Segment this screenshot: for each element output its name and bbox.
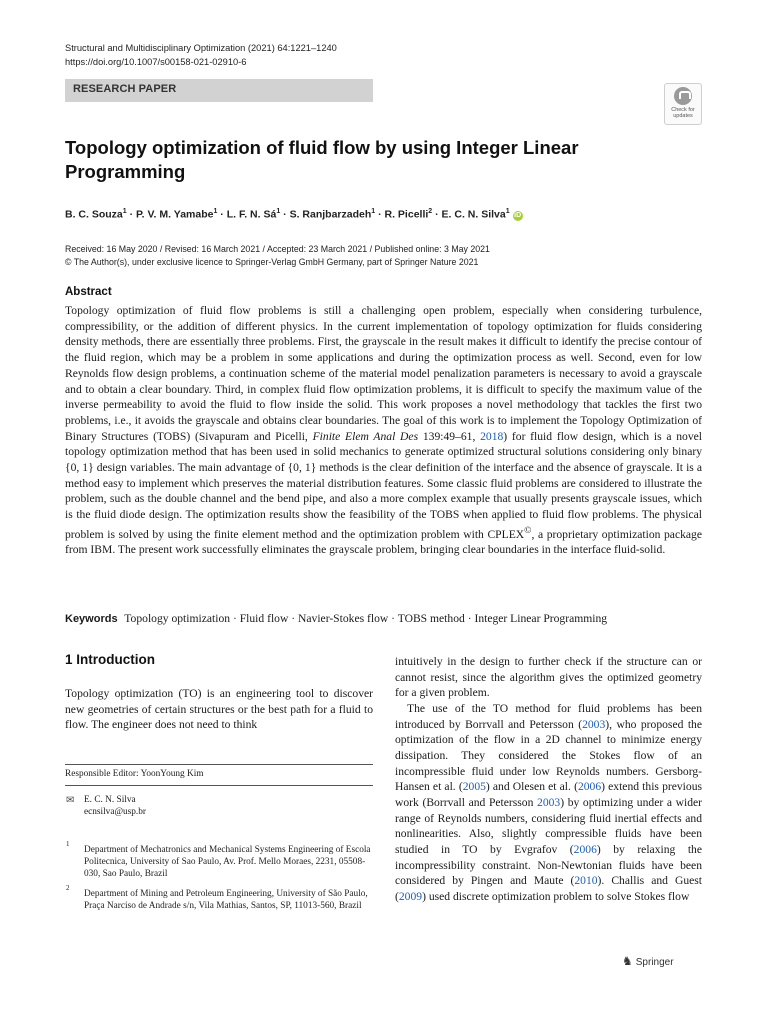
corresponding-author: E. C. N. Silva: [84, 795, 136, 805]
author-affiliation-mark: 1: [505, 208, 510, 215]
affiliation-1: Department of Mechatronics and Mechanical Systems Engineering of Escola Politecnica, University of Sao Paulo, Av. Prof. Mello Moraes, 2231, 05508-030, Sao Paulo, Brazil: [84, 845, 371, 880]
author-name[interactable]: S. Ranjbarzadeh: [289, 208, 372, 221]
abstract-text-part: ) for fluid flow design, which is a novel topology optimization method that has been used in solid mechanics to generate optimized structural solutions considering only binary {0, 1} design variables. The main advantage of {0, 1} methods is the clear definition of the interface and the absence of grayscale. It is a method easy to implement which preserves the material distribution features. Some classic fluid problems are considered to illustrate the problem, such as the double channel and the bend pipe, and also a more complex example that usually presents grayscale issues, which is the fluid diode design. The optimization results show the feasibility of the TOBS when applied to fluid flow problems. The physical problem is solved by using the finite element method and the optimization problem with CPLEX: [65, 429, 702, 541]
article-type-bar: [65, 79, 373, 102]
abstract-text-part: 139:49–61,: [418, 429, 481, 443]
section-heading: 1 Introduction: [65, 652, 155, 667]
history-dates: Received: 16 May 2020 / Revised: 16 March 2021 / Accepted: 23 March 2021 / Published online: 3 May 2021: [65, 244, 490, 254]
publisher-footer: [622, 954, 674, 968]
abstract-text: [65, 303, 702, 558]
intro-paragraph-left: Topology optimization (TO) is an engineering tool to discover new geometries of certain structures or the best path for a fluid to flow. The engineer does not need to think: [65, 687, 373, 731]
author-name[interactable]: R. Picelli: [384, 208, 429, 221]
citation-link[interactable]: 2003: [537, 795, 561, 809]
citation-link[interactable]: 2005: [462, 780, 486, 794]
responsible-editor: Responsible Editor: YoonYoung Kim: [65, 769, 204, 779]
publisher-name: Springer: [635, 957, 674, 968]
affiliation-2: Department of Mining and Petroleum Engineering, University of São Paulo, Praça Narciso de Andrade s/n, Vila Mathias, Santos, SP, 11013-560, Brazil: [84, 889, 368, 912]
keywords: [65, 612, 607, 625]
corresponding-email[interactable]: ecnsilva@usp.br: [84, 807, 147, 817]
intro-paragraph: intuitively in the design to further check if the structure can or cannot resist, since the algorithm gives the optimized geometry for a given problem.: [395, 655, 702, 700]
crossmark-icon[interactable]: [664, 83, 702, 125]
author-name[interactable]: E. C. N. Silva: [441, 208, 506, 221]
journal-title: Finite Elem Anal Des: [312, 429, 419, 443]
citation-link[interactable]: 2009: [398, 889, 423, 903]
registered-mark: ©: [524, 524, 532, 536]
intro-column-right: [395, 654, 702, 905]
author-name[interactable]: B. C. Souza: [65, 208, 123, 221]
citation-link[interactable]: 2018: [480, 429, 504, 443]
article-type-label: RESEARCH PAPER: [73, 83, 177, 95]
abstract-text-part: Topology optimization of fluid flow problems is still a challenging open problem, especially when considering turbulence, compressibility, or the addition of different physics. In the current implementation of topology optimization for fluids considering density methods, there are essentially three problems. First, the grayscale in the result makes it difficult to identify the precise contour of the fluid region, which may be a problem in some applications and during the optimization process as well. Second, even for low Reynolds flow design problems, a continuation scheme of the material model penalization parameters is necessary to avoid a grayscale and to obtain a clear boundary. Third, in complex fluid flow optimization problems, it is difficult to specify the maximum value of the inverse permeability to avoid the fluid to flow inside the solid. This work proposes a novel methodology that tackles the first two problems, i.e., it avoids the grayscale and obtains clear boundaries. The goal of this work is to implement the Topology Optimization of Binary Structures (TOBS) (Sivapuram and Picelli,: [65, 304, 702, 443]
crossmark-label: Check for updates: [671, 107, 695, 119]
envelope-icon: ✉: [66, 795, 75, 806]
journal-citation: [65, 41, 337, 69]
paper-title: Topology optimization of fluid flow by using Integer Linear Programming: [65, 137, 579, 182]
footnote-divider: [65, 785, 373, 786]
intro-paragraph: The use of the TO method for fluid problems has been introduced by Borrvall and Petersson (2003), who proposed the optimization of the flow in a 2D channel to minimize energy dissipation. They considered the Stokes flow of an incompressible fluid under low Reynolds numbers. Gersborg-Hansen et al. (2005) and Olesen et al. (2006) extend this previous work (Borrvall and Petersson 2003) by optimizing under a wider range of Reynolds numbers, considering fluid inertial effects and nonlinearities. Also, slightly compressible fluids have been studied in TO by Evgrafov (2006) by relaxing the incompressibility constraint. Non-Newtonian fluids have been considered by Pingen and Maute (2010). Challis and Guest (2009) used discrete optimization problem to solve Stokes flow: [395, 701, 703, 903]
journal-name: Structural and Multidisciplinary Optimization (2021) 64:1221–1240: [65, 43, 337, 53]
crossmark-badge: [674, 87, 692, 105]
author-affiliation-mark: 1: [276, 208, 281, 215]
author-affiliation-mark: 1: [371, 208, 376, 215]
footnote-divider: [65, 764, 373, 765]
doi-link[interactable]: https://doi.org/10.1007/s00158-021-02910-6: [65, 57, 247, 67]
keywords-label: Keywords: [65, 613, 118, 625]
author-name[interactable]: P. V. M. Yamabe: [136, 208, 214, 221]
citation-link[interactable]: 2006: [577, 780, 602, 794]
citation-link[interactable]: 2006: [573, 842, 597, 856]
springer-horse-icon: ♞: [622, 954, 633, 968]
abstract-heading: Abstract: [65, 286, 112, 298]
affiliation-number: 2: [66, 884, 70, 892]
author-name[interactable]: L. F. N. Sá: [226, 208, 277, 221]
publication-dates: [65, 243, 490, 269]
author-affiliation-mark: 1: [213, 208, 218, 215]
citation-link[interactable]: 2003: [582, 717, 606, 731]
citation-link[interactable]: 2010: [574, 874, 598, 888]
author-list: B. C. Souza$^1$ · P. V. M. Yamabe$^1$ · L. F. N. $Sá^1 \cdot S$. Ranjbarzadeh$^1$ · R. Picelli$^2$ · E. C. N. Silva$^1$ iD: [65, 208, 522, 221]
affiliation-number: 1: [66, 840, 70, 848]
author-affiliation-mark: 1: [122, 208, 127, 215]
abstract-text-part: , a proprietary optimization package from IBM. The present work successfully eliminates the grayscale problem, bringing clear boundaries in the interface fluid-solid.: [65, 527, 702, 557]
author-affiliation-mark: 2: [428, 208, 433, 215]
orcid-icon[interactable]: iD: [514, 211, 522, 219]
keywords-list: Topology optimization · Fluid flow · Navier-Stokes flow · TOBS method · Integer Linear Programming: [124, 612, 608, 625]
copyright-notice: © The Author(s), under exclusive licence to Springer-Verlag GmbH Germany, part of Springer Nature 2021: [65, 257, 479, 267]
